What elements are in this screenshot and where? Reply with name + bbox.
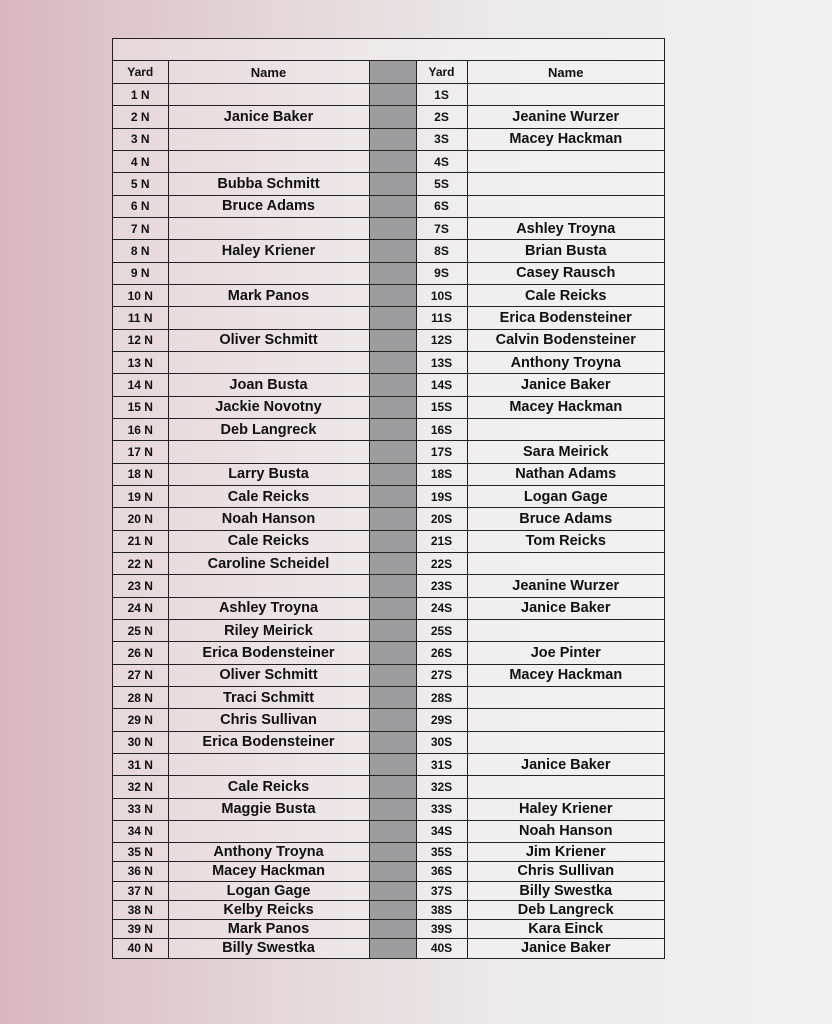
south-yard-cell: 5S [416,173,467,195]
north-yard-cell: 31 N [113,753,168,775]
gray-divider-cell [369,508,416,530]
north-yard-cell: 28 N [113,686,168,708]
south-yard-cell: 8S [416,240,467,262]
north-name-cell [168,84,369,106]
north-yard-cell: 9 N [113,262,168,284]
north-name-cell: Kelby Reicks [168,900,369,919]
south-yard-cell: 32S [416,776,467,798]
south-yard-cell: 16S [416,418,467,440]
table-row [113,128,664,150]
gray-divider-cell [369,753,416,775]
gray-divider-cell [369,843,416,862]
north-yard-cell: 22 N [113,552,168,574]
north-yard-cell: 5 N [113,173,168,195]
north-yard-cell: 2 N [113,106,168,128]
table-row [113,463,664,485]
south-yard-cell: 21S [416,530,467,552]
table-row [113,329,664,351]
south-name-cell: Chris Sullivan [467,862,664,881]
north-name-cell: Oliver Schmitt [168,664,369,686]
south-name-cell [467,731,664,753]
north-yard-cell: 3 N [113,128,168,150]
north-yard-cell: 12 N [113,329,168,351]
south-name-cell: Jeanine Wurzer [467,106,664,128]
table-row [113,881,664,900]
gray-divider-cell [369,307,416,329]
gray-divider-cell [369,686,416,708]
south-yard-cell: 2S [416,106,467,128]
south-name-cell: Macey Hackman [467,664,664,686]
south-name-cell: Anthony Troyna [467,351,664,373]
north-name-cell: Joan Busta [168,374,369,396]
south-yard-cell: 7S [416,217,467,239]
north-yard-cell: 24 N [113,597,168,619]
north-yard-cell: 7 N [113,217,168,239]
south-name-cell: Calvin Bodensteiner [467,329,664,351]
north-name-cell [168,575,369,597]
south-yard-cell: 29S [416,709,467,731]
south-name-cell: Casey Rausch [467,262,664,284]
gray-divider-cell [369,709,416,731]
gray-divider-cell [369,351,416,373]
north-yard-cell: 37 N [113,881,168,900]
north-name-cell: Logan Gage [168,881,369,900]
north-name-cell: Ashley Troyna [168,597,369,619]
south-name-header: Name [467,61,664,84]
south-yard-cell: 28S [416,686,467,708]
north-name-cell [168,307,369,329]
table-row [113,919,664,938]
table-row [113,195,664,217]
south-name-cell: Nathan Adams [467,463,664,485]
north-yard-cell: 6 N [113,195,168,217]
table-body [113,84,664,958]
gray-divider-cell [369,284,416,306]
south-yard-cell: 20S [416,508,467,530]
south-yard-cell: 3S [416,128,467,150]
south-name-cell: Ashley Troyna [467,217,664,239]
table-row [113,776,664,798]
north-name-cell: Caroline Scheidel [168,552,369,574]
south-name-cell: Noah Hanson [467,820,664,842]
gray-divider-cell [369,862,416,881]
table-row [113,900,664,919]
gray-divider-cell [369,664,416,686]
table-row [113,485,664,507]
table-row [113,374,664,396]
south-yard-cell: 35S [416,843,467,862]
yard-name-table [113,61,664,958]
south-name-cell: Bruce Adams [467,508,664,530]
gray-divider-cell [369,240,416,262]
south-yard-cell: 18S [416,463,467,485]
north-name-cell [168,753,369,775]
south-name-cell: Logan Gage [467,485,664,507]
gray-divider-cell [369,128,416,150]
south-name-cell [467,195,664,217]
south-yard-cell: 1S [416,84,467,106]
south-yard-cell: 37S [416,881,467,900]
north-name-cell: Chris Sullivan [168,709,369,731]
north-yard-cell: 11 N [113,307,168,329]
south-name-cell: Kara Einck [467,919,664,938]
north-name-header: Name [168,61,369,84]
south-name-cell [467,173,664,195]
south-yard-cell: 19S [416,485,467,507]
south-yard-cell: 34S [416,820,467,842]
south-yard-cell: 22S [416,552,467,574]
north-name-cell [168,150,369,172]
table-row [113,753,664,775]
gray-divider-cell [369,84,416,106]
gray-divider-cell [369,820,416,842]
north-yard-cell: 38 N [113,900,168,919]
table-row [113,552,664,574]
north-name-cell: Traci Schmitt [168,686,369,708]
north-yard-cell: 21 N [113,530,168,552]
north-name-cell: Riley Meirick [168,619,369,641]
gray-divider-cell [369,485,416,507]
south-name-cell: Sara Meirick [467,441,664,463]
south-name-cell: Macey Hackman [467,128,664,150]
gray-divider-cell [369,919,416,938]
north-name-cell [168,262,369,284]
gray-divider-cell [369,552,416,574]
south-name-cell [467,619,664,641]
table-row [113,939,664,958]
south-name-cell: Deb Langreck [467,900,664,919]
table-row [113,530,664,552]
header-row [113,61,664,84]
south-yard-cell: 11S [416,307,467,329]
north-yard-cell: 27 N [113,664,168,686]
north-yard-cell: 4 N [113,150,168,172]
gray-divider-cell [369,374,416,396]
south-yard-cell: 30S [416,731,467,753]
north-yard-header: Yard [113,61,168,84]
south-name-cell [467,84,664,106]
gray-divider-cell [369,463,416,485]
north-name-cell: Deb Langreck [168,418,369,440]
north-yard-cell: 23 N [113,575,168,597]
south-name-cell [467,686,664,708]
table-row [113,862,664,881]
south-yard-cell: 25S [416,619,467,641]
south-name-cell: Janice Baker [467,374,664,396]
north-yard-cell: 1 N [113,84,168,106]
south-yard-header: Yard [416,61,467,84]
south-name-cell: Joe Pinter [467,642,664,664]
gray-divider-cell [369,441,416,463]
south-yard-cell: 14S [416,374,467,396]
south-yard-cell: 9S [416,262,467,284]
south-name-cell: Janice Baker [467,597,664,619]
north-yard-cell: 26 N [113,642,168,664]
north-name-cell: Cale Reicks [168,485,369,507]
gray-divider-cell [369,150,416,172]
north-name-cell: Mark Panos [168,919,369,938]
south-name-cell: Janice Baker [467,753,664,775]
south-yard-cell: 13S [416,351,467,373]
south-name-cell [467,150,664,172]
north-name-cell: Erica Bodensteiner [168,731,369,753]
north-name-cell [168,128,369,150]
north-yard-cell: 15 N [113,396,168,418]
table-row [113,597,664,619]
north-yard-cell: 20 N [113,508,168,530]
gray-divider-cell [369,798,416,820]
south-yard-cell: 26S [416,642,467,664]
south-name-cell: Billy Swestka [467,881,664,900]
south-yard-cell: 17S [416,441,467,463]
gray-divider-cell [369,776,416,798]
table-row [113,642,664,664]
north-yard-cell: 16 N [113,418,168,440]
south-yard-cell: 23S [416,575,467,597]
north-name-cell [168,351,369,373]
north-name-cell: Haley Kriener [168,240,369,262]
gray-divider-cell [369,418,416,440]
signup-sheet [112,38,665,959]
gray-divider-cell [369,195,416,217]
table-row [113,396,664,418]
table-row [113,84,664,106]
table-row [113,307,664,329]
gray-divider-cell [369,262,416,284]
south-name-cell [467,418,664,440]
gray-divider-cell [369,173,416,195]
gray-divider-cell [369,881,416,900]
north-name-cell: Oliver Schmitt [168,329,369,351]
table-row [113,619,664,641]
table-row [113,173,664,195]
south-yard-cell: 36S [416,862,467,881]
north-yard-cell: 19 N [113,485,168,507]
north-yard-cell: 10 N [113,284,168,306]
north-yard-cell: 29 N [113,709,168,731]
gray-divider-cell [369,396,416,418]
table-row [113,686,664,708]
table-row [113,820,664,842]
north-yard-cell: 8 N [113,240,168,262]
gray-divider-cell [369,642,416,664]
north-name-cell: Bruce Adams [168,195,369,217]
south-name-cell: Haley Kriener [467,798,664,820]
south-yard-cell: 24S [416,597,467,619]
south-name-cell: Janice Baker [467,939,664,958]
north-yard-cell: 36 N [113,862,168,881]
south-name-cell: Jeanine Wurzer [467,575,664,597]
south-yard-cell: 15S [416,396,467,418]
table-row [113,843,664,862]
north-yard-cell: 34 N [113,820,168,842]
gray-divider-cell [369,939,416,958]
south-yard-cell: 31S [416,753,467,775]
south-yard-cell: 39S [416,919,467,938]
south-yard-cell: 38S [416,900,467,919]
north-yard-cell: 18 N [113,463,168,485]
table-row [113,709,664,731]
north-yard-cell: 30 N [113,731,168,753]
north-name-cell: Noah Hanson [168,508,369,530]
north-name-cell: Macey Hackman [168,862,369,881]
south-yard-cell: 6S [416,195,467,217]
gray-divider-cell [369,597,416,619]
south-yard-cell: 12S [416,329,467,351]
south-name-cell [467,776,664,798]
table-row [113,418,664,440]
north-yard-cell: 25 N [113,619,168,641]
table-row [113,664,664,686]
gray-divider-cell [369,731,416,753]
south-yard-cell: 40S [416,939,467,958]
south-yard-cell: 4S [416,150,467,172]
north-name-cell: Jackie Novotny [168,396,369,418]
south-name-cell: Cale Reicks [467,284,664,306]
south-name-cell: Brian Busta [467,240,664,262]
table-row [113,217,664,239]
gray-divider-cell [369,530,416,552]
table-row [113,441,664,463]
table-row [113,240,664,262]
south-name-cell [467,709,664,731]
table-row [113,798,664,820]
north-name-cell: Cale Reicks [168,530,369,552]
north-name-cell [168,217,369,239]
gray-divider-cell [369,217,416,239]
gray-divider-cell [369,329,416,351]
gray-divider-cell [369,900,416,919]
north-name-cell: Bubba Schmitt [168,173,369,195]
north-name-cell [168,820,369,842]
north-name-cell: Janice Baker [168,106,369,128]
gray-divider-cell [369,619,416,641]
north-name-cell: Mark Panos [168,284,369,306]
title-strip-blank [113,39,664,61]
table-row [113,284,664,306]
north-name-cell: Anthony Troyna [168,843,369,862]
gray-divider-cell [369,106,416,128]
south-yard-cell: 10S [416,284,467,306]
north-yard-cell: 35 N [113,843,168,862]
north-name-cell: Erica Bodensteiner [168,642,369,664]
table-row [113,106,664,128]
table-row [113,262,664,284]
south-name-cell: Jim Kriener [467,843,664,862]
south-name-cell: Tom Reicks [467,530,664,552]
north-yard-cell: 14 N [113,374,168,396]
gray-divider-header [369,61,416,84]
north-name-cell: Billy Swestka [168,939,369,958]
north-yard-cell: 32 N [113,776,168,798]
south-yard-cell: 27S [416,664,467,686]
north-name-cell: Larry Busta [168,463,369,485]
north-yard-cell: 40 N [113,939,168,958]
north-yard-cell: 13 N [113,351,168,373]
south-name-cell [467,552,664,574]
south-name-cell: Erica Bodensteiner [467,307,664,329]
north-name-cell: Maggie Busta [168,798,369,820]
table-row [113,150,664,172]
gray-divider-cell [369,575,416,597]
north-yard-cell: 39 N [113,919,168,938]
south-yard-cell: 33S [416,798,467,820]
north-name-cell: Cale Reicks [168,776,369,798]
table-row [113,351,664,373]
table-row [113,731,664,753]
south-name-cell: Macey Hackman [467,396,664,418]
table-row [113,508,664,530]
north-yard-cell: 17 N [113,441,168,463]
north-name-cell [168,441,369,463]
table-row [113,575,664,597]
north-yard-cell: 33 N [113,798,168,820]
